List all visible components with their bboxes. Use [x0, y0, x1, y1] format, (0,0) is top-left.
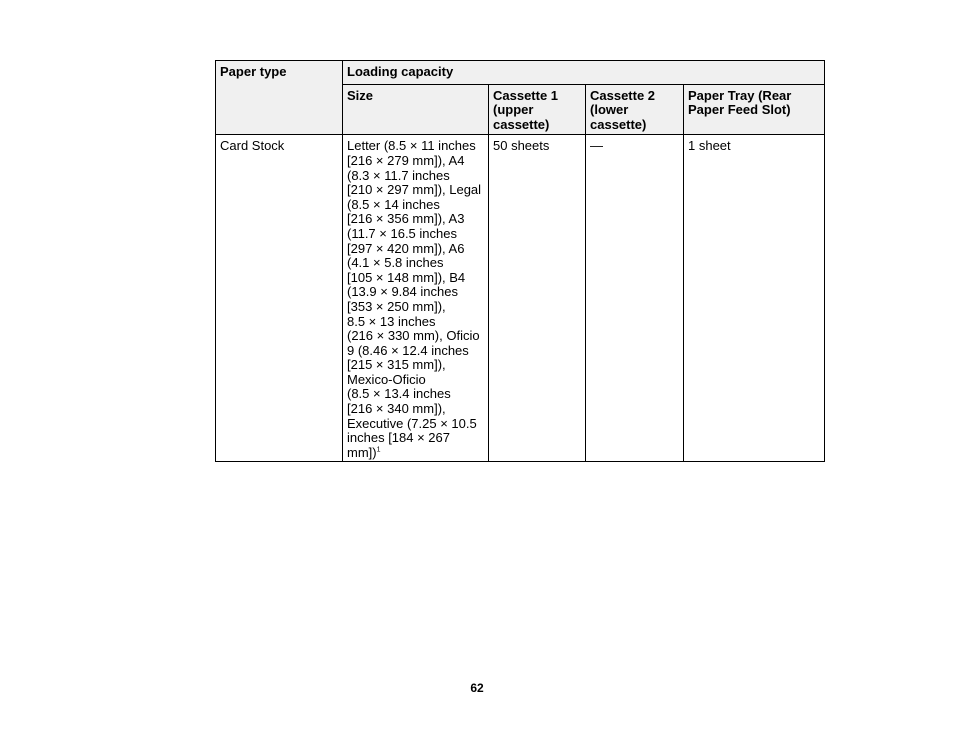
header-cassette-2: [586, 84, 684, 135]
size-line: [216 × 356 mm]), A3: [347, 211, 465, 227]
cell-paper-tray: 1 sheet: [684, 135, 825, 462]
header-cassette-1-line: Cassette 1: [493, 87, 559, 103]
footnote-marker: 1: [376, 446, 381, 454]
size-line-text: mm]): [347, 444, 377, 460]
header-cassette-1-line: (upper: [493, 102, 534, 118]
size-line: 8.5 × 13 inches: [347, 313, 436, 329]
header-size: Size: [343, 84, 489, 135]
size-line: Letter (8.5 × 11 inches: [347, 138, 476, 154]
size-line: (216 × 330 mm), Oficio: [347, 328, 480, 344]
size-line: [215 × 315 mm]),: [347, 357, 446, 373]
header-cassette-1: [489, 84, 586, 135]
header-paper-type: Paper type: [216, 61, 343, 135]
header-paper-tray: [684, 84, 825, 135]
size-line-last: [347, 446, 484, 461]
header-loading-capacity: Loading capacity: [343, 61, 825, 85]
cell-cassette-2: —: [586, 135, 684, 462]
size-line: (8.5 × 13.4 inches: [347, 386, 451, 402]
size-line: (4.1 × 5.8 inches: [347, 255, 444, 271]
size-line: (11.7 × 16.5 inches: [347, 225, 457, 241]
table-row: [216, 135, 825, 462]
size-line: [216 × 340 mm]),: [347, 401, 446, 417]
header-paper-tray-line: Paper Feed Slot): [688, 102, 791, 118]
cell-cassette-1: 50 sheets: [489, 135, 586, 462]
size-line: inches [184 × 267: [347, 430, 450, 446]
cell-size: [343, 135, 489, 462]
size-line: [297 × 420 mm]), A6: [347, 240, 465, 256]
size-line: [210 × 297 mm]), Legal: [347, 182, 482, 198]
header-cassette-2-line: cassette): [590, 116, 647, 132]
size-line: (13.9 × 9.84 inches: [347, 284, 458, 300]
size-line: Mexico-Oficio: [347, 371, 426, 387]
header-cassette-1-line: cassette): [493, 116, 550, 132]
size-line: 9 (8.46 × 12.4 inches: [347, 342, 469, 358]
page-number: 62: [470, 681, 484, 695]
header-paper-tray-line: Paper Tray (Rear: [688, 87, 792, 103]
cell-paper-type: Card Stock: [216, 135, 343, 462]
size-line: Executive (7.25 × 10.5: [347, 415, 477, 431]
size-line: [105 × 148 mm]), B4: [347, 269, 466, 285]
size-line: [216 × 279 mm]), A4: [347, 152, 465, 168]
header-cassette-2-line: Cassette 2: [590, 87, 656, 103]
table-header-row: [216, 61, 825, 85]
size-line: (8.3 × 11.7 inches: [347, 167, 450, 183]
size-line: (8.5 × 14 inches: [347, 196, 440, 212]
size-line: [353 × 250 mm]),: [347, 298, 446, 314]
paper-capacity-table: [215, 60, 825, 462]
header-cassette-2-line: (lower: [590, 102, 629, 118]
